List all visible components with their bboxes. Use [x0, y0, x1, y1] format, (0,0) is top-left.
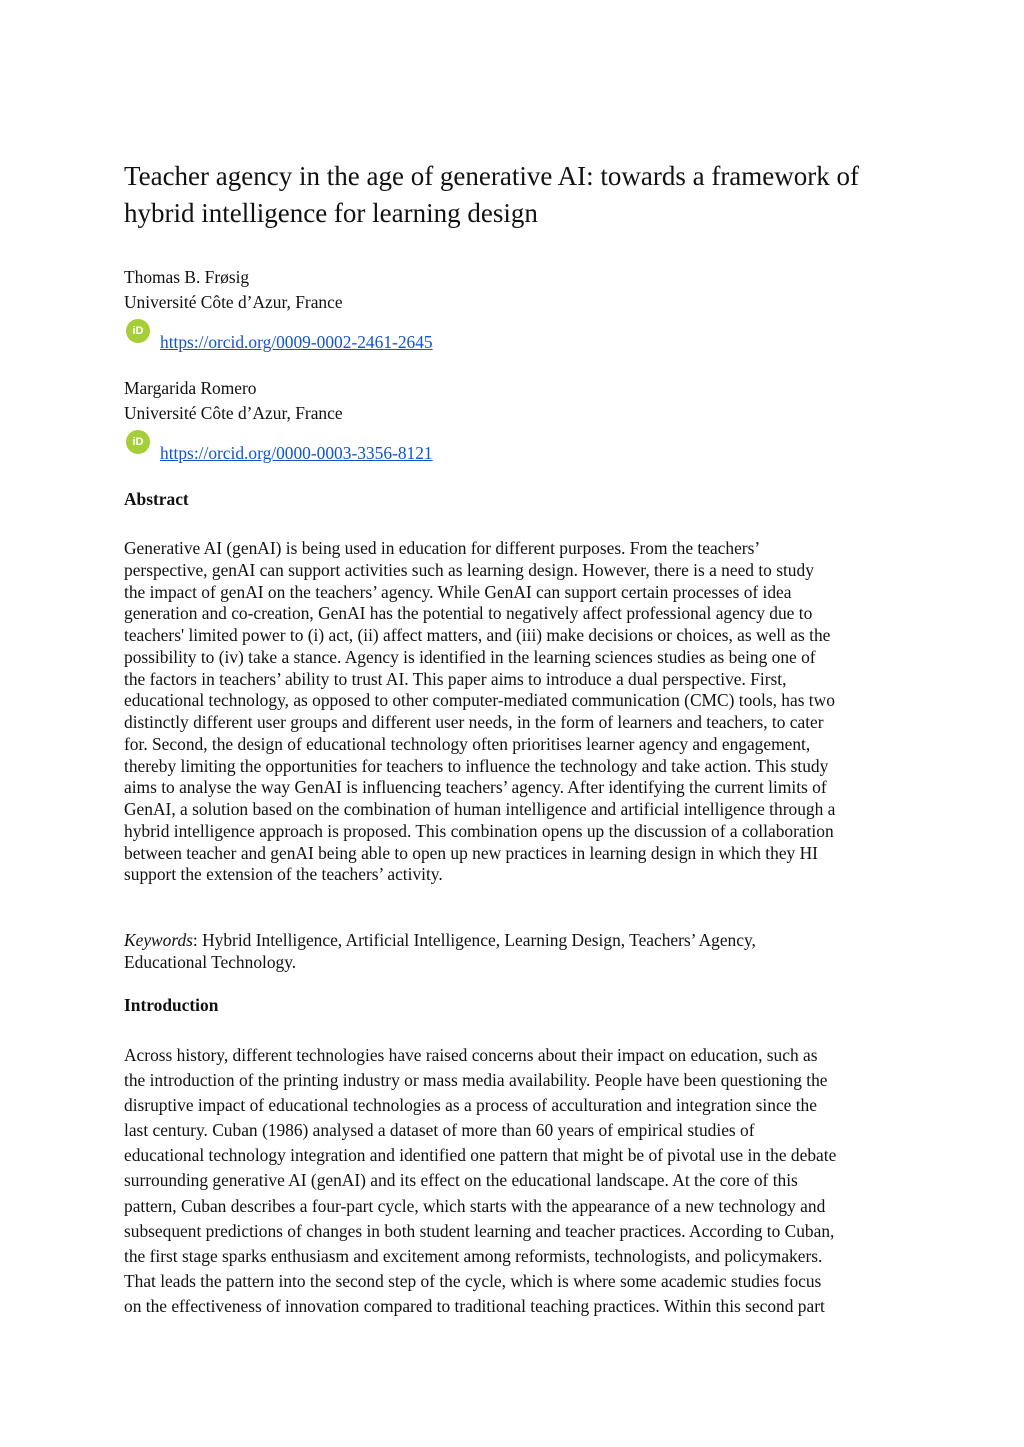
abstract-line: for. Second, the design of educational technology often prioritises learner agency and engagement,	[124, 733, 811, 754]
keywords-line	[124, 929, 914, 951]
keywords-block	[124, 929, 914, 973]
abstract-line: thereby limiting the opportunities for teachers to influence the technology and take action. This study	[124, 755, 829, 776]
orcid-icon: iD	[126, 430, 150, 454]
introduction-heading: Introduction	[124, 995, 219, 1015]
abstract-line: teachers' limited power to (i) act, (ii) affect matters, and (iii) make decisions or choices, as well as the	[124, 625, 831, 645]
intro-line: surrounding generative AI (genAI) and its effect on the educational landscape. At the core of this	[124, 1170, 798, 1191]
author-name: Margarida Romero	[124, 378, 257, 398]
intro-line: That leads the pattern into the second step of the cycle, which is where some academic studies focus	[124, 1270, 822, 1291]
orcid-icon: iD	[126, 319, 150, 343]
title-line: Teacher agency in the age of generative AI: towards a framework of	[124, 161, 860, 191]
intro-line: educational technology integration and identified one pattern that might be of pivotal use in the debate	[124, 1145, 837, 1166]
intro-line: subsequent predictions of changes in both student learning and teacher practices. According to Cuban,	[124, 1220, 835, 1241]
author-block-1	[124, 265, 433, 355]
abstract-line: generation and co-creation, GenAI has the potential to negatively affect professional agency due to	[124, 603, 813, 624]
abstract-line: between teacher and genAI being able to open up new practices in learning design in which they HI	[124, 842, 818, 863]
orcid-row	[124, 319, 433, 355]
author-name: Thomas B. Frøsig	[124, 267, 250, 287]
orcid-row	[124, 430, 433, 466]
keywords-label: Keywords	[124, 930, 193, 950]
intro-line: the introduction of the printing industry or mass media availability. People have been questioning the	[124, 1070, 828, 1091]
abstract-heading: Abstract	[124, 489, 189, 509]
title-line: hybrid intelligence for learning design	[124, 198, 538, 228]
abstract-line: the factors in teachers’ ability to trust AI. This paper aims to introduce a dual perspective. First,	[124, 668, 787, 689]
abstract-line: Generative AI (genAI) is being used in education for different purposes. From the teachers’	[124, 538, 761, 558]
abstract-line: distinctly different user groups and different user needs, in the form of learners and teachers, to cater	[124, 712, 824, 732]
paper-title	[124, 158, 924, 232]
intro-line: last century. Cuban (1986) analysed a dataset of more than 60 years of empirical studies of	[124, 1120, 755, 1141]
abstract-line: support the extension of the teachers’ activity.	[124, 864, 443, 885]
abstract-line: possibility to (iv) take a stance. Agency is identified in the learning sciences studies as being one of	[124, 646, 816, 667]
orcid-link[interactable]: https://orcid.org/0000-0003-3356-8121	[160, 443, 433, 463]
keywords-line-2: Educational Technology.	[124, 952, 297, 972]
author-affiliation: Université Côte d’Azur, France	[124, 403, 343, 423]
abstract-line: aims to analyse the way GenAI is influencing teachers’ agency. After identifying the current limits of	[124, 777, 827, 798]
abstract-line: educational technology, as opposed to other computer-mediated communication (CMC) tools, has two	[124, 690, 835, 711]
orcid-link[interactable]: https://orcid.org/0009-0002-2461-2645	[160, 332, 433, 352]
intro-line: the first stage sparks enthusiasm and excitement among reformists, technologists, and policymakers.	[124, 1245, 823, 1266]
intro-line: Across history, different technologies have raised concerns about their impact on education, such as	[124, 1045, 818, 1065]
abstract-line: perspective, genAI can support activities such as learning design. However, there is a need to study	[124, 559, 814, 580]
intro-line: disruptive impact of educational technologies as a process of acculturation and integration since the	[124, 1095, 817, 1116]
abstract-line: GenAI, a solution based on the combination of human intelligence and artificial intelligence through a	[124, 799, 836, 819]
keywords-list: : Hybrid Intelligence, Artificial Intelligence, Learning Design, Teachers’ Agency,	[192, 930, 756, 950]
abstract-line: hybrid intelligence approach is proposed. This combination opens up the discussion of a collaboration	[124, 820, 834, 841]
introduction-body	[124, 1043, 914, 1319]
author-affiliation: Université Côte d’Azur, France	[124, 292, 343, 312]
abstract-body	[124, 538, 914, 886]
abstract-line: the impact of genAI on the teachers’ agency. While GenAI can support certain processes of idea	[124, 581, 792, 602]
author-block-2	[124, 376, 433, 466]
intro-line: on the effectiveness of innovation compared to traditional teaching practices. Within this second part	[124, 1295, 825, 1316]
intro-line: pattern, Cuban describes a four-part cycle, which starts with the appearance of a new technology and	[124, 1195, 826, 1216]
